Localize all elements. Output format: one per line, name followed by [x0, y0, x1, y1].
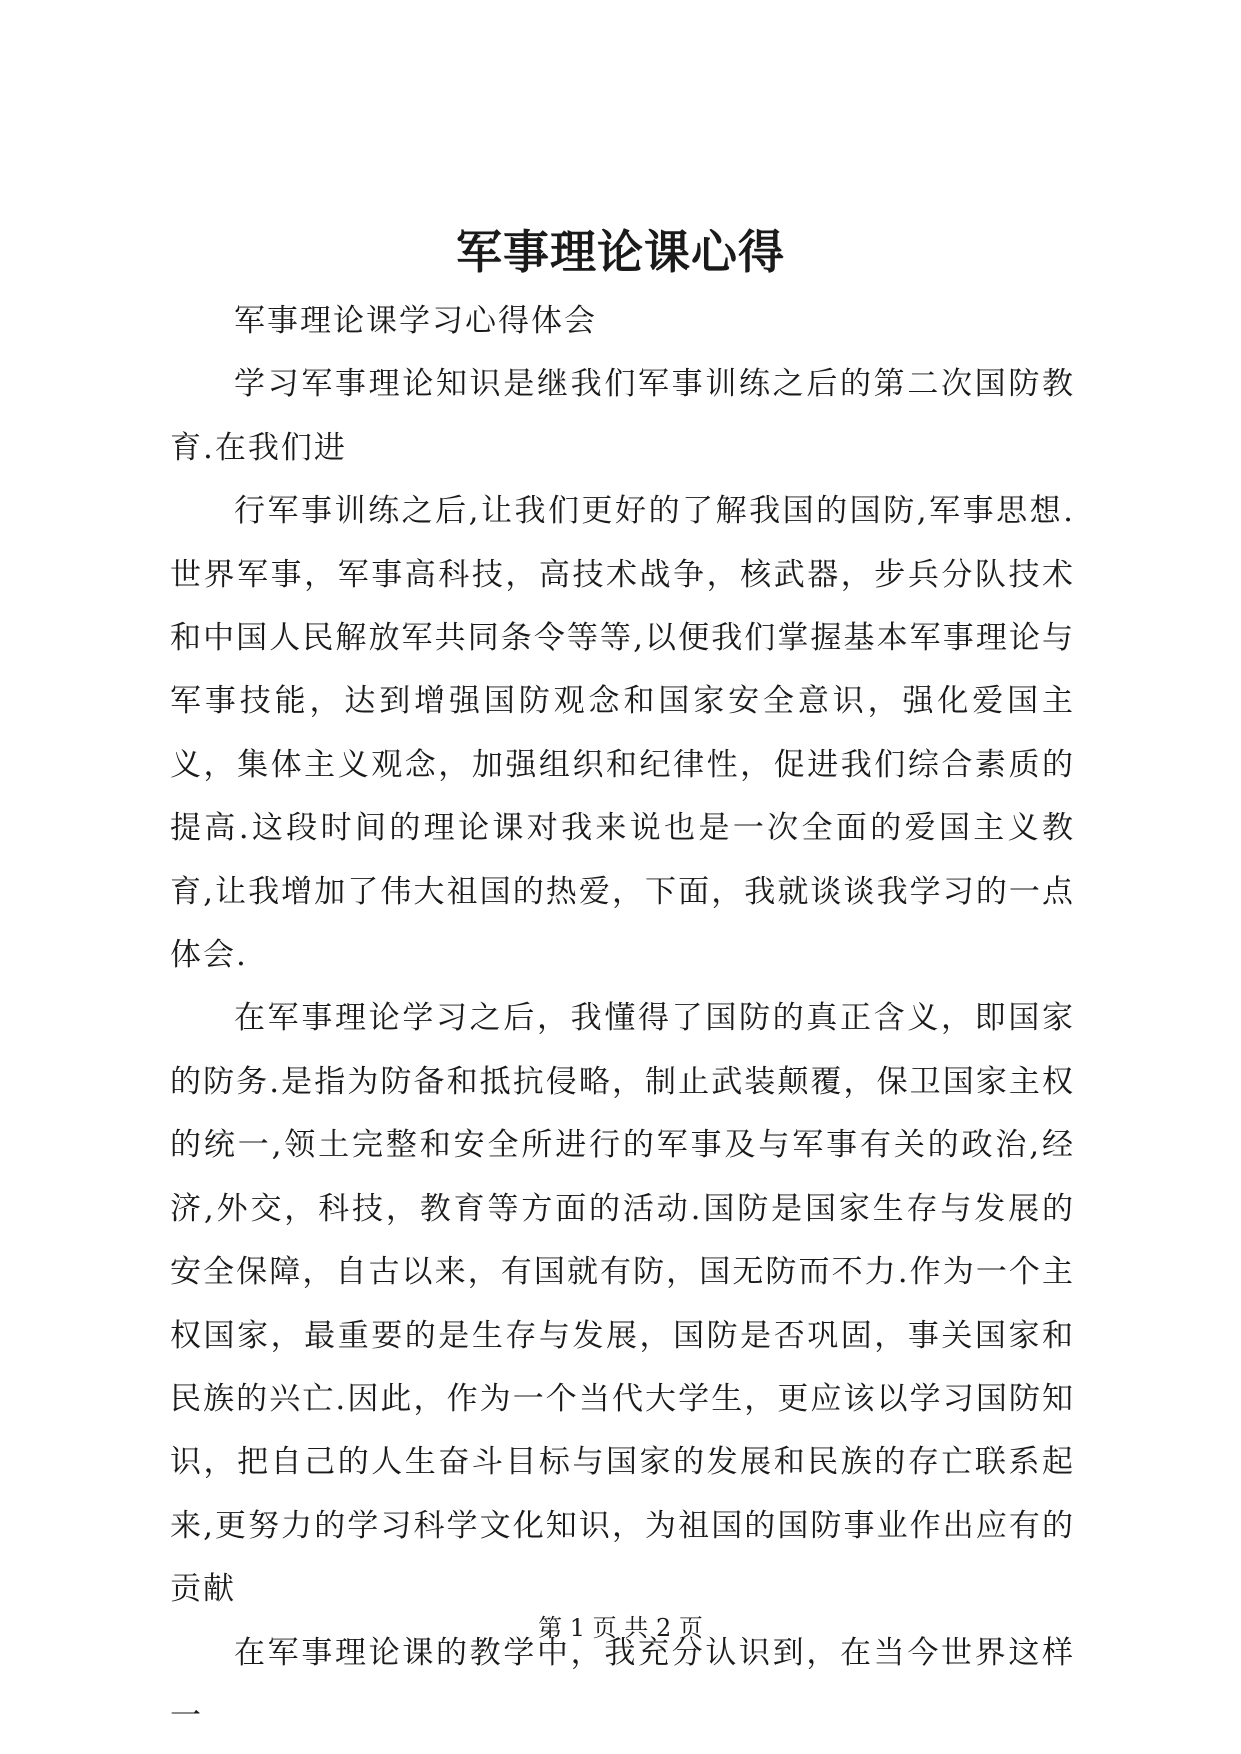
document-title: 军事理论课心得 — [456, 225, 785, 279]
body-paragraph: 在军事理论学习之后，我懂得了国防的真正含义，即国家的防务.是指为防备和抵抗侵略，制止武装颠覆，保卫国家主权的统一,领土完整和安全所进行的军事及与军事有关的政治,经济,外交，科技，教育等方面的活动.国防是国家生存与发展的安全保障，自古以来，有国就有防，国无防而不力.作为一个主权国家，最重要的是生存与发展，国防是否巩固，事关国家和民族的兴亡.因此，作为一个当代大学生，更应该以学习国防知识，把自己的人生奋斗目标与国家的发展和民族的存亡联系起来,更努力的学习科学文化知识，为祖国的国防事业作出应有的贡献 — [170, 1000, 1075, 1608]
body-paragraph: 学习军事理论知识是继我们军事训练之后的第二次国防教育.在我们进 — [170, 366, 1075, 466]
document-body — [170, 290, 1075, 1748]
subtitle-paragraph: 军事理论课学习心得体会 — [234, 303, 597, 339]
body-paragraph: 行军事训练之后,让我们更好的了解我国的国防,军事思想.世界军事，军事高科技，高技术战争，核武器，步兵分队技术和中国人民解放军共同条令等等,以便我们掌握基本军事理论与军事技能，达到增强国防观念和国家安全意识，强化爱国主义，集体主义观念，加强组织和纪律性，促进我们综合素质的提高.这段时间的理论课对我来说也是一次全面的爱国主义教育,让我增加了伟大祖国的热爱，下面，我就谈谈我学习的一点体会. — [170, 493, 1075, 974]
page-footer: 第 1 页 共 2 页 — [538, 1614, 703, 1642]
body-paragraph: 在军事理论课的教学中，我充分认识到，在当今世界这样一 — [170, 1634, 1075, 1734]
